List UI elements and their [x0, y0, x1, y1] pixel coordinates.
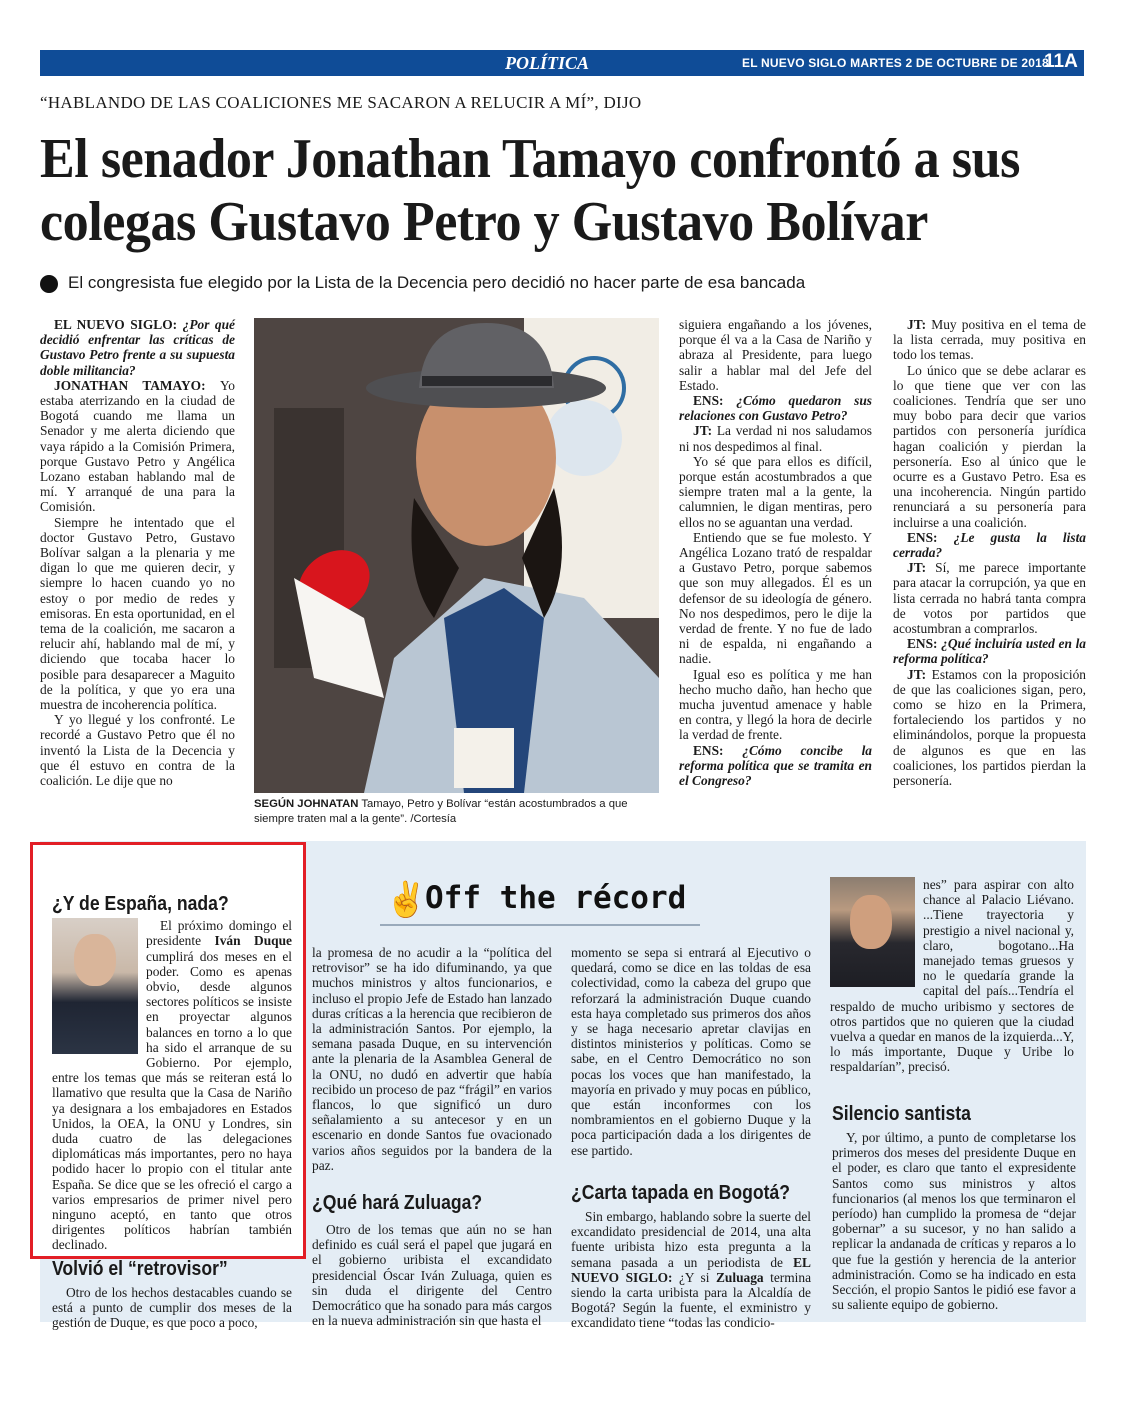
interview-paragraph [893, 530, 1086, 560]
zuluaga-heading: ¿Qué hará Zuluaga? [312, 1192, 483, 1214]
interview-paragraph [679, 423, 872, 453]
photo-caption [254, 797, 659, 827]
answer-text: Y yo llegué y los confronté. Le recordé a Gustavo Petro que él no inventó la Lista de la Decencia y que él estuvo en contra de la coalición. Le dije que no [40, 712, 235, 789]
speaker-label: JONATHAN TAMAYO: [54, 377, 220, 393]
answer-text: Lo único que se debe aclarar es lo que tiene que ver con las coaliciones. Tendría que ser uno muy bobo para decir que varios partidos con personería jurídica hagan coalición y pierdan la personería. Eso al único que le ocurre es a Gustavo Petro. Esa es una incoherencia. Ningún partido renunciará a su personería para incluirse a una coalición. [893, 362, 1086, 530]
speaker-label: EL NUEVO SIGLO: [54, 317, 183, 332]
interview-paragraph [40, 317, 235, 378]
title-rule [380, 924, 700, 926]
speaker-label: ENS: [693, 393, 737, 409]
section-label: POLÍTICA [505, 53, 590, 73]
spain-body: El próximo domingo el presidente Iván Duque cumplirá dos meses en el poder. Como es apenas obvio, desde algunos sectores políticos se insiste en proyectar algunos balances en torno a lo que ha sido el arranque de su Gobierno. Por ejemplo, entre los temas que más se reiteran está lo llamativo que resulta que la Casa de Nariño ya designara a los embajadores en Estados Unidos, la OEA, la ONU y Londres, sin duda cuatro de las delegaciones diplomáticas más importantes, pero no haya podido hacer lo propio con el titular ante España. Se dice que se les ofreció el cargo a varios empresarios de primer nivel pero ninguno aceptó, en tanto que otros dirigentes políticos habrían también declinado. [52, 918, 293, 1253]
speaker-label: JT: [907, 317, 932, 332]
carta-heading: ¿Carta tapada en Bogotá? [571, 1182, 791, 1204]
question-text: ¿Qué incluiría usted en la reforma política? [893, 636, 1086, 667]
retrovisor-body: Otro de los hechos destacables cuando se está a punto de cumplir dos meses de la gestión de Duque, es que poco a poco, [52, 1285, 292, 1331]
caption-text: Tamayo, Petro y Bolívar “están acostumbrados a que siempre traten mal a la gente”. /Cortesía [254, 798, 628, 825]
question-text: ¿Le gusta la lista cerrada? [893, 529, 1087, 561]
interview-paragraph [893, 363, 1086, 530]
answer-text: Siempre he intentado que el doctor Gustavo Petro, Gustavo Bolívar salgan a la plenaria y me digan lo que me quieren decir, y siempre lo hacen cuando yo no estoy o por medio de redes y emisoras. En esta oportunidad, en el tema de la coalición, me sacaron a relucir ahí, hablando mal de mí, y diciendo que tocaba hacer lo posible para desaparecer a Maguito de la política, y que yo era una muestra de incoherencia política. [40, 514, 235, 713]
zuluaga-continued: momento se sepa si entrará al Ejecutivo o quedará, como se dice en las toldas de esa colectividad, como la cabeza del grupo que reforzará la administración Duque cuando esta haya completado sus primeros dos años y se haga necesario apretar clavijas en distintos ministerios y políticas. Como se sabe, en el Centro Democrático no son pocas los voces que han manifestado, la mayoría en privado y muy pocas en público, que están inconformes con los nombramientos en el gobierno Duque y la poca participación dada a los dirigentes de ese partido. [571, 945, 811, 1158]
question-text: ¿Por qué decidió enfrentar las críticas de Gustavo Petro frente a su supuesta doble militancia? [40, 317, 236, 378]
answer-text: La verdad ni nos saludamos ni nos despedimos al final. [679, 423, 872, 454]
duque-photo [52, 918, 138, 1054]
retrovisor-heading: Volvió el “retrovisor” [52, 1258, 228, 1280]
zuluaga-photo [830, 877, 915, 987]
answer-text: Igual eso es política y me han hecho mucho daño, han hecho que mucha juventud amenace y hable en contra, y llegó la hora de decirle la verdad de frente. [679, 666, 872, 743]
kicker: “HABLANDO DE LAS COALICIONES ME SACARON A RELUCIR A MÍ”, DIJO [40, 93, 642, 112]
answer-text: Muy positiva en el tema de la lista cerrada, muy positiva en todo los temas. [893, 317, 1086, 363]
interview-paragraph [893, 636, 1086, 666]
speaker-label: JT: [693, 423, 717, 439]
interview-paragraph [40, 515, 235, 713]
dek: El congresista fue elegido por la Lista de la Decencia pero decidió no hacer parte de esa bancada [68, 273, 806, 292]
answer-text: Entiendo que se fue molesto. Y Angélica Lozano trató de respaldar a Gustavo Petro, porque sabemos que son muy allegados. Él es un defensor de su ideología de género. No nos despedimos, pero le dije la verdad de frente. Y no fue de lado ni de espalda, ni engañando a nadie. [679, 529, 872, 667]
interview-paragraph [40, 712, 235, 788]
interview-paragraph [893, 560, 1086, 636]
speaker-label: ENS: [907, 636, 942, 652]
speaker-label: ENS: [907, 529, 954, 545]
answer-text: Sí, me parece importante para atacar la corrupción, ya que en lista cerrada no habrá tanta compra de votos por partidos que acostumbran a comprarlos. [893, 560, 1086, 637]
interview-paragraph [679, 667, 872, 743]
answer-text: Yo estaba aterrizando en la ciudad de Bogotá cuando me llama un Senador y me alerta diciendo que vaya rápido a la Comisión Primera, porque Gustavo Petro y Angélica Lozano estaban hablando mal de mí. Y arranqué de una para la Comisión. [40, 377, 235, 515]
tamayo-photo-illustration [254, 318, 659, 793]
answer-text: siguiera engañando a los jóvenes, porque él va a la Casa de Nariño y abraza al Presidente, para luego salir a hablar mal del Jefe del Estado. [679, 317, 872, 393]
interview-column-4 [893, 317, 1086, 825]
caption-lead: SEGÚN JOHNATAN [254, 798, 359, 810]
interview-paragraph [893, 317, 1086, 363]
interview-paragraph [40, 378, 235, 515]
speaker-label: JT: [907, 560, 936, 576]
page-number: 11A [1044, 51, 1078, 72]
duque-name: Iván Duque [214, 933, 293, 949]
victory-hand-icon: ✌ [385, 880, 428, 920]
carta-body: Sin embargo, hablando sobre la suerte del excandidato presidencial de 2014, una alta fuente uribista hizo esta pregunta a la semana pasada a un periodista de EL NUEVO SIGLO: ¿Y si Zuluaga termina siendo la carta uribista para la Alcaldía de Bogotá? Según la fuente, el exministro y excandidato tiene “todas las condicio- [571, 1209, 812, 1331]
black-circle-icon [40, 275, 58, 293]
interview-paragraph [679, 317, 872, 393]
question-text: ¿Cómo quedaron sus relaciones con Gustavo Petro? [679, 393, 872, 424]
off-the-record-title: Off the récord [425, 880, 687, 916]
silencio-body: Y, por último, a punto de completarse los primeros dos meses del presidente Duque en el poder, es claro que tanto el expresidente Santos como sus ministros y altos funcionarios (al menos los que terminaron el período) han cumplido la promesa de “dejar gobernar” a su sucesor, y no han salido a replicar la andanada de críticas y reparos a lo que fue la gestión y herencia de la anterior administración. Como se ha indicado en esta Sección, el propio Santos le pidió ese favor a su saliente equipo de gobierno. [832, 1130, 1076, 1313]
speaker-label: JT: [907, 666, 932, 682]
interview-paragraph [679, 530, 872, 667]
answer-text: Estamos con la proposición de que las coaliciones sigan, pero, como se hizo en la Primera, fortaleciendo los partidos y no eliminándolos, porque la propuesta de algunos es que en las coaliciones, los partidos pierdan la personería. [893, 666, 1086, 789]
question-text: ¿Cómo concibe la reforma política que se tramita en el Congreso? [679, 742, 873, 789]
silencio-heading: Silencio santista [832, 1103, 971, 1125]
carta-continued: nes” para aspirar con alto chance al Palacio Liévano. ...Tiene trayectoria y prestigio a nivel nacional y, claro, bogotano...Ha manejado temas gruesos y no le quedaría grande la capital del país...Tendría el respaldo de mucho uribismo y sectores de otros partidos que no quieren que la ciudad vuelva a quedar en manos de la izquierda...Y, lo más importante, Duque y Uribe lo respaldarían”, precisó. [830, 877, 1074, 1075]
interview-paragraph [893, 667, 1086, 789]
interview-paragraph [679, 743, 872, 789]
interview-paragraph [679, 393, 872, 423]
interview-column-1 [40, 317, 235, 825]
paper-date-line: EL NUEVO SIGLO MARTES 2 DE OCTUBRE DE 2018 [742, 56, 1049, 70]
article-photo [254, 318, 659, 793]
spain-heading: ¿Y de España, nada? [52, 893, 229, 915]
headline: El senador Jonathan Tamayo confrontó a sus colegas Gustavo Petro y Gustavo Bolívar [40, 128, 1020, 253]
speaker-label: ENS: [693, 742, 743, 758]
spain-item [52, 893, 293, 1253]
zuluaga-body: Otro de los temas que aún no se han definido es cuál será el papel que jugará en el gobierno uribista el excandidato presidencial Óscar Iván Zuluaga, quien es sin duda el dirigente del Centro Democrático que ha sonado para más cargos en la nueva administración sin que hasta el [312, 1222, 552, 1329]
retrovisor-continued: la promesa de no acudir a la “política del retrovisor” se ha ido difuminando, ya que muchos ministros y altos funcionarios, e incluso el propio Jefe de Estado han lanzado duras críticas a la herencia que recibieron de la administración Santos. Por ejemplo, la semana pasada Duque, en su intervención ante la plenaria de la Asamblea General de la ONU, no dudó en advertir que había recibido un proceso de paz “frágil” en varios flancos, lo que significó un duro señalamiento a su antecesor y en un escenario en donde Santos fue ovacionado varios años seguidos por la bandera de la paz. [312, 945, 552, 1173]
answer-text: Yo sé que para ellos es difícil, porque están acostumbrados a que siempre traten mal a la gente, la calumnien, le digan mentiras, pero ellos no se aguantan una verdad. [679, 453, 872, 530]
interview-paragraph [679, 454, 872, 530]
interview-column-3 [679, 317, 872, 825]
